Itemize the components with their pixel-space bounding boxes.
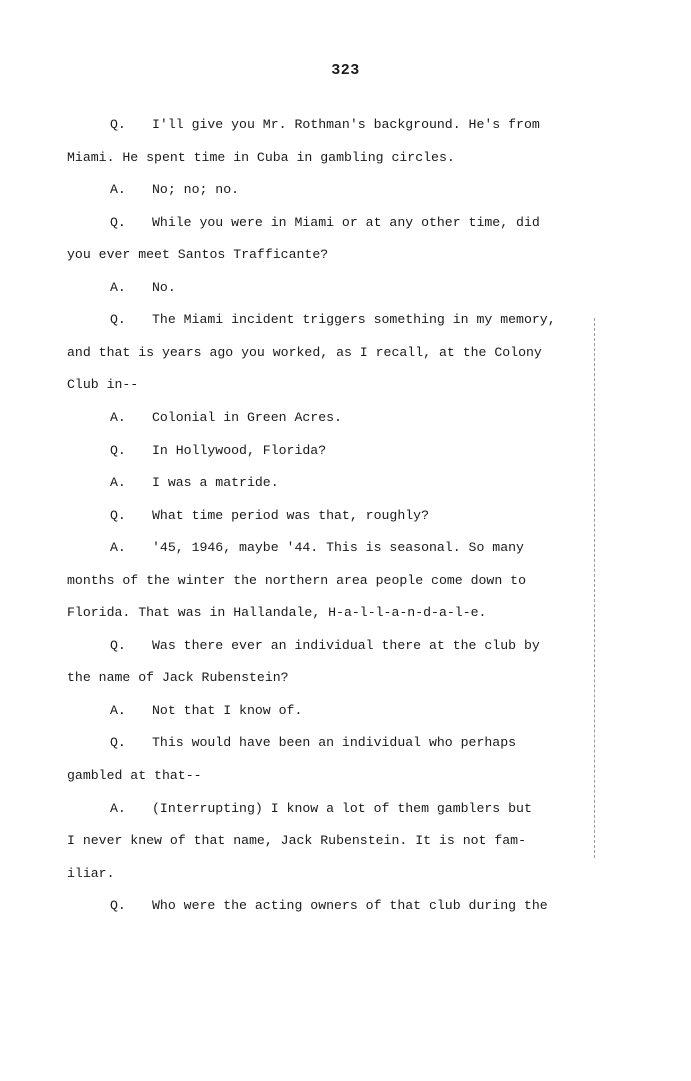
transcript-line: (Interrupting) I know a lot of them gamblers but (152, 800, 532, 816)
speaker-marker: Q. (110, 507, 126, 523)
speaker-marker: Q. (110, 442, 126, 458)
transcript-line: The Miami incident triggers something in my memory, (152, 312, 556, 328)
speaker-marker: A. (110, 800, 126, 816)
transcript-line: I was a matride. (152, 475, 279, 491)
transcript-line: Club in-- (67, 377, 139, 393)
transcript-line: No. (152, 279, 176, 295)
transcript-line: In Hollywood, Florida? (152, 442, 327, 458)
speaker-marker: Q. (110, 312, 126, 328)
speaker-marker: Q. (110, 214, 126, 230)
transcript-line: Was there ever an individual there at the club by (152, 637, 540, 653)
transcript-line: and that is years ago you worked, as I recall, at the Colony (67, 344, 542, 360)
speaker-marker: Q. (110, 898, 126, 914)
transcript-line: While you were in Miami or at any other time, did (152, 214, 540, 230)
speaker-marker: A. (110, 475, 126, 491)
transcript-line: the name of Jack Rubenstein? (67, 670, 289, 686)
transcript-line: you ever meet Santos Trafficante? (67, 247, 329, 263)
speaker-marker: A. (110, 182, 126, 198)
transcript-line: iliar. (67, 865, 115, 881)
transcript-line: Not that I know of. (152, 702, 303, 718)
speaker-marker: A. (110, 540, 126, 556)
page-number: 323 (331, 62, 360, 79)
speaker-marker: A. (110, 409, 126, 425)
transcript-line: Miami. He spent time in Cuba in gambling circles. (67, 149, 455, 165)
speaker-marker: Q. (110, 637, 126, 653)
transcript-line: No; no; no. (152, 182, 240, 198)
transcript-line: months of the winter the northern area people come down to (67, 572, 526, 588)
transcript-line: This would have been an individual who perhaps (152, 735, 517, 751)
transcript-line: I'll give you Mr. Rothman's background. He's from (152, 117, 540, 132)
speaker-marker: Q. (110, 117, 126, 132)
transcript-line: Who were the acting owners of that club during the (152, 898, 548, 914)
transcript-line: Colonial in Green Acres. (152, 409, 342, 425)
speaker-marker: A. (110, 702, 126, 718)
margin-rule (594, 318, 595, 858)
transcript-line: '45, 1946, maybe '44. This is seasonal. So many (152, 540, 524, 556)
speaker-marker: A. (110, 279, 126, 295)
speaker-marker: Q. (110, 735, 126, 751)
transcript-line: Florida. That was in Hallandale, H-a-l-l-a-n-d-a-l-e. (67, 605, 487, 621)
transcript-line: What time period was that, roughly? (152, 507, 429, 523)
transcript-line: gambled at that-- (67, 768, 202, 783)
transcript-line: I never knew of that name, Jack Rubenstein. It is not fam- (67, 833, 526, 849)
